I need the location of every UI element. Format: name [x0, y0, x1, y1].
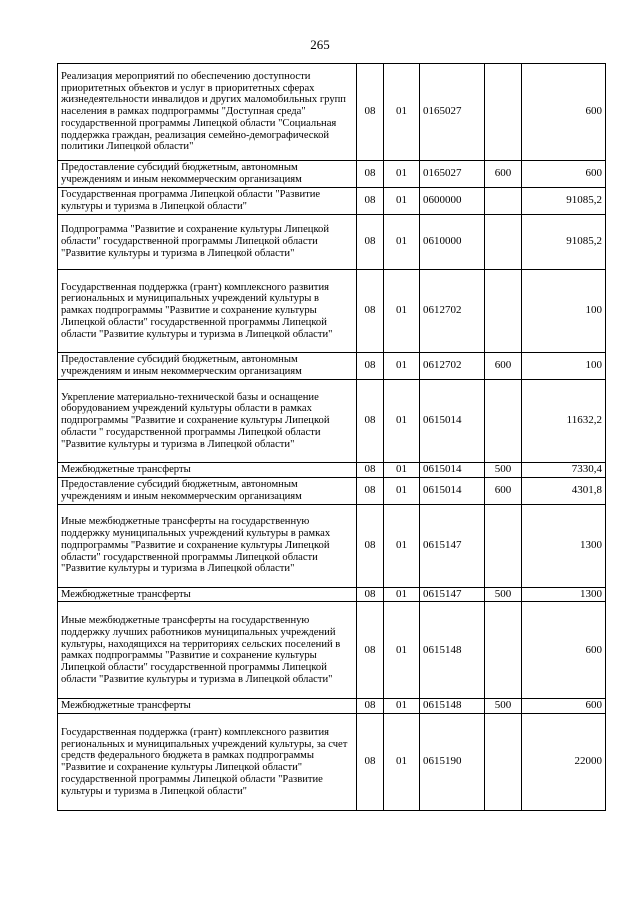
row-amount: 600: [522, 699, 606, 714]
row-section: 08: [357, 699, 384, 714]
row-section: 08: [357, 602, 384, 699]
row-amount: 600: [522, 64, 606, 161]
row-amount: 600: [522, 161, 606, 188]
row-expense-type: 600: [485, 161, 522, 188]
row-description: Реализация мероприятий по обеспечению доступности приоритетных объектов и услуг в приоритетных сферах жизнедеятельности инвалидов и других маломобильных групп населения в рамках подпрограммы "Доступная среда" государственной программы Липецкой области "Социальная поддержка граждан, реализация семейно-демографической политики Липецкой области": [58, 64, 357, 161]
table-row: [58, 504, 606, 587]
row-description: Межбюджетные трансферты: [58, 463, 357, 478]
row-expense-type: [485, 188, 522, 215]
row-description: Государственная программа Липецкой области "Развитие культуры и туризма в Липецкой области": [58, 188, 357, 215]
row-amount: 1300: [522, 504, 606, 587]
row-subsection: 01: [384, 602, 420, 699]
row-section: 08: [357, 161, 384, 188]
table-row: [58, 161, 606, 188]
row-section: 08: [357, 380, 384, 463]
row-expense-type: [485, 64, 522, 161]
row-description: Предоставление субсидий бюджетным, автономным учреждениям и иным некоммерческим организациям: [58, 477, 357, 504]
row-amount: 91085,2: [522, 215, 606, 270]
row-target-code: 0615014: [420, 380, 485, 463]
row-section: 08: [357, 188, 384, 215]
row-description: Государственная поддержка (грант) комплексного развития региональных и муниципальных учреждений культуры, за счет средств федерального бюджета в рамках подпрограммы "Развитие и сохранение культуры Липецкой области" государственной программы Липецкой области "Развитие культуры и туризма в Липецкой области": [58, 714, 357, 811]
row-description: Иные межбюджетные трансферты на государственную поддержку лучших работников муниципальных учреждений культуры, находящихся на территориях сельских поселений в рамках подпрограммы "Развитие и сохранение культуры Липецкой области" государственной программы Липецкой области "Развитие культуры и туризма в Липецкой области": [58, 602, 357, 699]
row-amount: 1300: [522, 587, 606, 602]
row-description: Укрепление материально-технической базы и оснащение оборудованием учреждений культуры области в рамках подпрограммы "Развитие и сохранение культуры Липецкой области " государственной программы Липецкой области "Развитие культуры и туризма в Липецкой области": [58, 380, 357, 463]
row-target-code: 0612702: [420, 270, 485, 353]
row-target-code: 0615190: [420, 714, 485, 811]
row-subsection: 01: [384, 270, 420, 353]
row-description: Подпрограмма "Развитие и сохранение культуры Липецкой области" государственной программы Липецкой области "Развитие культуры и туризма в Липецкой области": [58, 215, 357, 270]
row-amount: 600: [522, 602, 606, 699]
row-amount: 100: [522, 270, 606, 353]
row-target-code: 0615148: [420, 699, 485, 714]
row-section: 08: [357, 477, 384, 504]
table-row: [58, 380, 606, 463]
row-subsection: 01: [384, 504, 420, 587]
row-subsection: 01: [384, 215, 420, 270]
row-target-code: 0165027: [420, 161, 485, 188]
row-subsection: 01: [384, 161, 420, 188]
row-subsection: 01: [384, 463, 420, 478]
row-subsection: 01: [384, 714, 420, 811]
budget-table-body: [58, 64, 606, 811]
table-row: [58, 188, 606, 215]
row-description: Межбюджетные трансферты: [58, 587, 357, 602]
table-row: [58, 353, 606, 380]
row-target-code: 0600000: [420, 188, 485, 215]
budget-table: [57, 63, 606, 811]
row-expense-type: [485, 504, 522, 587]
row-target-code: 0615147: [420, 504, 485, 587]
row-amount: 7330,4: [522, 463, 606, 478]
row-amount: 11632,2: [522, 380, 606, 463]
row-section: 08: [357, 270, 384, 353]
row-subsection: 01: [384, 64, 420, 161]
table-row: [58, 463, 606, 478]
row-target-code: 0615014: [420, 463, 485, 478]
row-target-code: 0615014: [420, 477, 485, 504]
row-amount: 91085,2: [522, 188, 606, 215]
row-section: 08: [357, 714, 384, 811]
row-description: Предоставление субсидий бюджетным, автономным учреждениям и иным некоммерческим организациям: [58, 161, 357, 188]
row-section: 08: [357, 504, 384, 587]
row-amount: 100: [522, 353, 606, 380]
table-row: [58, 587, 606, 602]
row-section: 08: [357, 587, 384, 602]
row-expense-type: [485, 602, 522, 699]
row-expense-type: 500: [485, 463, 522, 478]
row-expense-type: 600: [485, 477, 522, 504]
row-expense-type: 500: [485, 587, 522, 602]
row-target-code: 0612702: [420, 353, 485, 380]
table-row: [58, 270, 606, 353]
row-section: 08: [357, 64, 384, 161]
row-subsection: 01: [384, 587, 420, 602]
table-row: [58, 602, 606, 699]
row-target-code: 0610000: [420, 215, 485, 270]
row-section: 08: [357, 215, 384, 270]
row-description: Межбюджетные трансферты: [58, 699, 357, 714]
row-subsection: 01: [384, 699, 420, 714]
row-section: 08: [357, 353, 384, 380]
row-target-code: 0615147: [420, 587, 485, 602]
row-description: Иные межбюджетные трансферты на государственную поддержку муниципальных учреждений культуры в рамках подпрограммы "Развитие и сохранение культуры Липецкой области" государственной программы Липецкой области "Развитие культуры и туризма в Липецкой области": [58, 504, 357, 587]
row-description: Государственная поддержка (грант) комплексного развития региональных и муниципальных учреждений культуры в рамках подпрограммы "Развитие и сохранение культуры Липецкой области" государственной программы Липецкой области "Развитие культуры и туризма в Липецкой области": [58, 270, 357, 353]
row-subsection: 01: [384, 188, 420, 215]
table-row: [58, 699, 606, 714]
page-number: 265: [310, 37, 330, 52]
row-description: Предоставление субсидий бюджетным, автономным учреждениям и иным некоммерческим организациям: [58, 353, 357, 380]
row-expense-type: [485, 714, 522, 811]
row-section: 08: [357, 463, 384, 478]
row-target-code: 0165027: [420, 64, 485, 161]
table-row: [58, 64, 606, 161]
row-subsection: 01: [384, 477, 420, 504]
row-target-code: 0615148: [420, 602, 485, 699]
table-row: [58, 477, 606, 504]
row-amount: 4301,8: [522, 477, 606, 504]
table-row: [58, 714, 606, 811]
row-expense-type: 600: [485, 353, 522, 380]
row-expense-type: [485, 270, 522, 353]
row-expense-type: [485, 380, 522, 463]
row-amount: 22000: [522, 714, 606, 811]
table-row: [58, 215, 606, 270]
row-subsection: 01: [384, 380, 420, 463]
row-subsection: 01: [384, 353, 420, 380]
row-expense-type: 500: [485, 699, 522, 714]
row-expense-type: [485, 215, 522, 270]
